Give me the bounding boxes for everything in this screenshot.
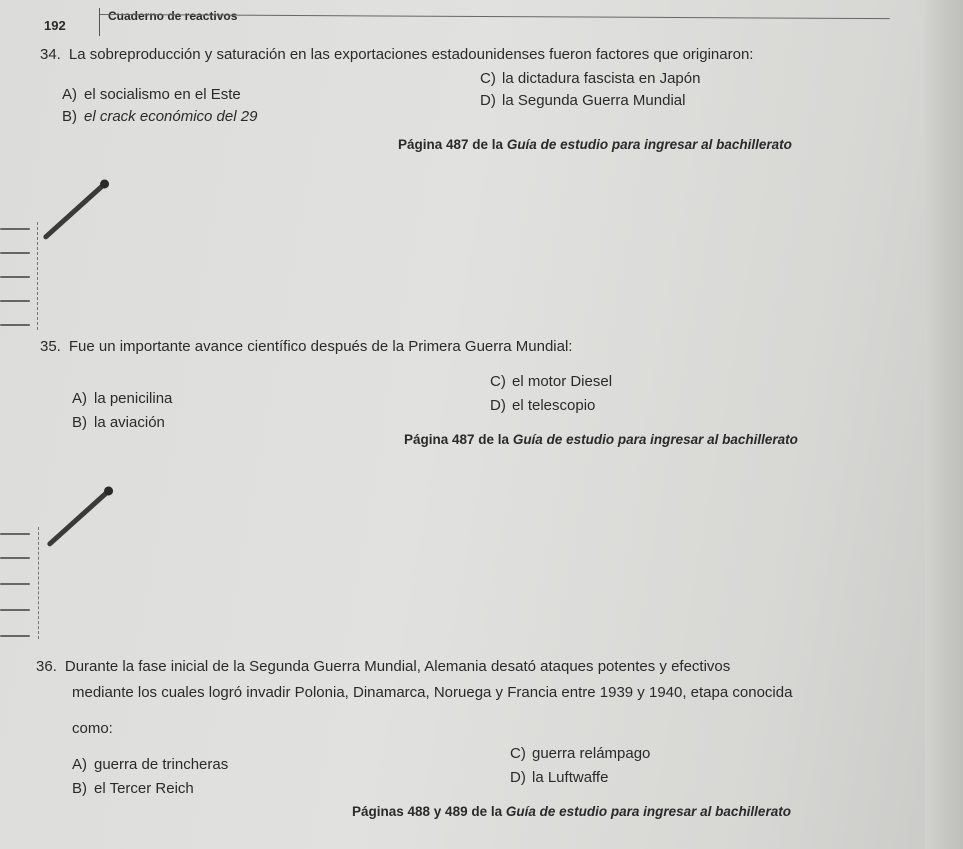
study-guide-reference: Páginas 488 y 489 de la Guía de estudio para ingresar al bachillerato xyxy=(352,804,791,819)
answer-line xyxy=(0,533,30,535)
option-letter: D) xyxy=(480,92,496,109)
option-text: el Tercer Reich xyxy=(94,780,194,797)
page-number: 192 xyxy=(44,18,66,33)
option-b[interactable] xyxy=(72,780,194,797)
question-35 xyxy=(40,338,572,355)
option-a[interactable] xyxy=(62,86,241,103)
option-c[interactable] xyxy=(480,70,700,87)
pencil-icon xyxy=(46,490,109,547)
answer-area xyxy=(0,495,100,645)
option-d[interactable] xyxy=(480,92,685,109)
answer-line xyxy=(0,324,30,326)
option-letter: A) xyxy=(62,86,77,103)
option-letter: D) xyxy=(510,769,526,786)
option-text: la penicilina xyxy=(94,390,173,407)
question-number: 35. xyxy=(40,338,61,355)
option-text: guerra relámpago xyxy=(532,745,651,762)
header-divider xyxy=(99,8,100,36)
question-36-continued xyxy=(72,684,792,701)
option-c[interactable] xyxy=(490,373,612,390)
pencil-icon xyxy=(42,183,105,240)
option-letter: D) xyxy=(490,397,506,414)
answer-line xyxy=(0,276,30,278)
dotted-margin xyxy=(37,222,38,330)
question-text-line-2: mediante los cuales logró invadir Polonia, Dinamarca, Noruega y Francia entre 1939 y 1940, etapa conocida xyxy=(72,684,793,701)
answer-area xyxy=(0,180,100,330)
option-text: la aviación xyxy=(94,414,165,431)
option-text: la Luftwaffe xyxy=(532,769,609,786)
answer-line xyxy=(0,635,30,637)
question-text: Fue un importante avance científico después de la Primera Guerra Mundial: xyxy=(68,338,573,355)
question-text: La sobreproducción y saturación en las exportaciones estadounidenses fueron factores que originaron: xyxy=(68,46,754,63)
option-text: el motor Diesel xyxy=(512,373,613,390)
question-36-continued xyxy=(72,720,113,737)
question-34 xyxy=(40,46,753,63)
header-title: Cuaderno de reactivos xyxy=(108,9,238,23)
option-d[interactable] xyxy=(510,769,608,786)
question-text-line-1: Durante la fase inicial de la Segunda Guerra Mundial, Alemania desató ataques potentes y efectivos xyxy=(64,658,731,675)
option-text: el socialismo en el Este xyxy=(84,86,241,103)
question-number: 36. xyxy=(36,658,57,675)
answer-line xyxy=(0,300,30,302)
option-letter: B) xyxy=(72,780,87,797)
option-a[interactable] xyxy=(72,756,228,773)
option-text: la dictadura fascista en Japón xyxy=(502,70,701,87)
option-d[interactable] xyxy=(490,397,595,414)
answer-line xyxy=(0,228,30,230)
answer-line xyxy=(0,583,30,585)
option-text: el telescopio xyxy=(512,397,596,414)
answer-line xyxy=(0,557,30,559)
adjacent-page-edge xyxy=(925,0,963,849)
option-text: guerra de trincheras xyxy=(94,756,229,773)
option-letter: A) xyxy=(72,756,87,773)
answer-line xyxy=(0,609,30,611)
study-guide-reference: Página 487 de la Guía de estudio para ingresar al bachillerato xyxy=(398,137,792,152)
option-b[interactable] xyxy=(72,414,165,431)
option-a[interactable] xyxy=(72,390,172,407)
option-letter: C) xyxy=(480,70,496,87)
question-text-line-3: como: xyxy=(72,720,113,737)
answer-line xyxy=(0,252,30,254)
option-letter: B) xyxy=(62,108,77,125)
option-letter: B) xyxy=(72,414,87,431)
option-c[interactable] xyxy=(510,745,650,762)
question-number: 34. xyxy=(40,46,61,63)
option-text: el crack económico del 29 xyxy=(84,108,258,125)
option-b[interactable] xyxy=(62,108,257,125)
dotted-margin xyxy=(38,527,39,639)
option-letter: A) xyxy=(72,390,87,407)
study-guide-reference: Página 487 de la Guía de estudio para ingresar al bachillerato xyxy=(404,432,798,447)
option-letter: C) xyxy=(510,745,526,762)
question-36 xyxy=(36,658,730,675)
option-text: la Segunda Guerra Mundial xyxy=(502,92,686,109)
option-letter: C) xyxy=(490,373,506,390)
